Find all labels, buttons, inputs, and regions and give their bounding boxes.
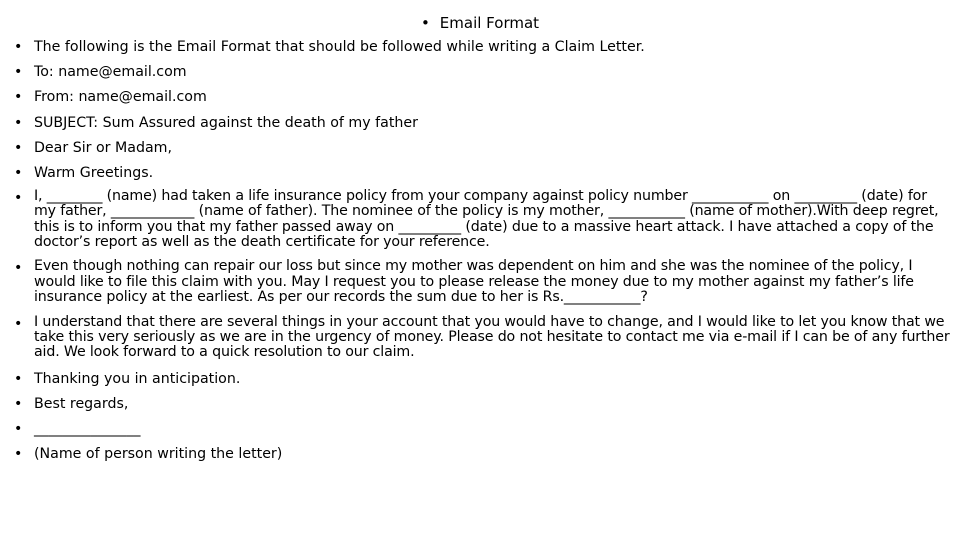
list-item-text: I, ________ (name) had taken a life insurance policy from your company against policy number ___________ on _________ (date) for my father, ____________ (name of father). The nominee of the policy is my mother, ___________ (name of mother).With deep regret, this is to inform you that my father passed away on _________ (date) due to a massive heart attack. I have attached a copy of the doctor’s report as well as the death certificate for your reference. [34,188,939,250]
claim-letter-list [14,38,950,470]
bullet-icon: • [14,421,23,438]
bullet-icon: • [14,315,23,332]
bullet-icon: • [14,446,23,463]
list-item-text: I understand that there are several things in your account that you would have to change, and I would like to let you know that we take this very seriously as we are in the urgency of money. Please do not hesitate to contact me via e-mail if I can be of any further aid. We look forward to a quick resolution to our claim. [34,313,950,360]
list-item-body-paragraph-1 [14,189,950,250]
list-item-to [14,63,950,82]
list-item-text: _______________ [34,421,141,438]
list-item-signer-name [14,445,950,464]
list-item-text: To: name@email.com [34,64,187,81]
list-item-salutation [14,139,950,158]
list-item-intro [14,38,950,57]
bullet-icon: • [14,260,23,277]
list-item-text: SUBJECT: Sum Assured against the death of my father [34,114,418,131]
list-item-text: The following is the Email Format that should be followed while writing a Claim Letter. [34,39,645,55]
list-item-text: Even though nothing can repair our loss but since my mother was dependent on him and she was the nominee of the policy, I would like to file this claim with you. May I request you to please release the money due to my mother against my father’s life insurance policy at the earliest. As per our records the sum due to her is Rs.___________? [34,258,914,305]
bullet-icon: • [14,190,23,207]
bullet-icon: • [14,395,23,412]
list-item-body-paragraph-2 [14,259,950,305]
bullet-icon: • [14,139,23,156]
bullet-icon: • [14,39,23,55]
list-item-text: Warm Greetings. [34,164,154,181]
bullet-icon: • [14,89,23,106]
bullet-icon: • [420,14,430,32]
bullet-icon: • [14,64,23,81]
bullet-icon: • [14,114,23,131]
list-item-closing [14,395,950,414]
list-item-text: Dear Sir or Madam, [34,139,172,156]
list-item-signature-line [14,420,950,439]
list-item-greeting [14,164,950,183]
list-item-text: Thanking you in anticipation. [34,370,241,387]
list-item-text: From: name@email.com [34,89,207,106]
list-item-thanks [14,370,950,389]
page-title [0,14,960,32]
list-item-text: (Name of person writing the letter) [34,446,283,463]
bullet-icon: • [14,370,23,387]
list-item-body-paragraph-3 [14,315,950,361]
bullet-icon: • [14,164,23,181]
list-item-subject [14,114,950,133]
list-item-from [14,88,950,107]
title-text: Email Format [439,14,540,32]
list-item-text: Best regards, [34,395,129,412]
